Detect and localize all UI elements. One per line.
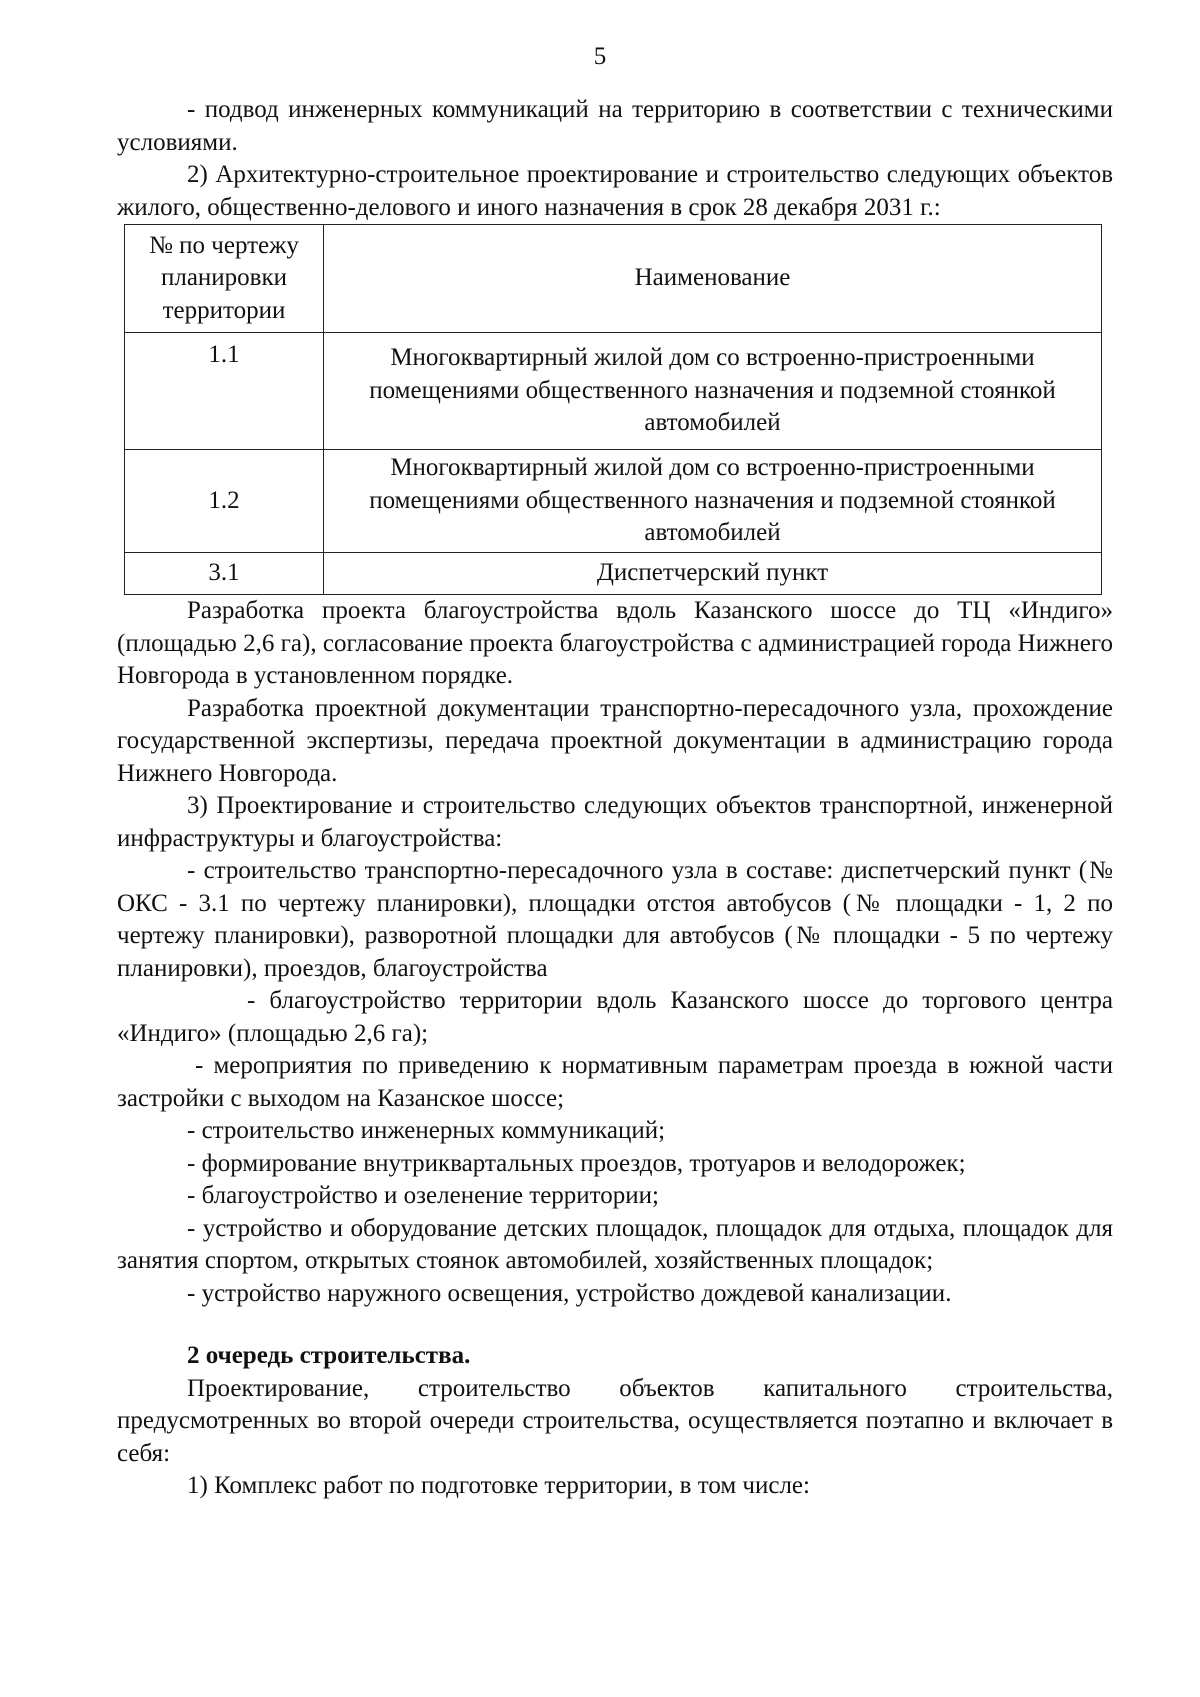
page-number: 5: [593, 43, 607, 70]
list-item: - благоустройство территории вдоль Казанского шоссе до торгового центра «Индиго» (площадью 2,6 га);: [117, 987, 1113, 1047]
table-row: [125, 450, 1102, 553]
document-body: [117, 94, 1113, 1503]
table-row: [125, 333, 1102, 450]
cell-name: Диспетчерский пункт: [324, 553, 1102, 595]
cell-number: 1.1: [125, 333, 324, 450]
section-heading: 2 очередь строительства.: [187, 1342, 471, 1369]
list-item: - формирование внутриквартальных проездов, тротуаров и велодорожек;: [187, 1149, 966, 1177]
cell-number: 1.2: [125, 450, 324, 553]
paragraph-architecture: 2) Архитектурно-строительное проектирование и строительство следующих объектов жилого, общественно-делового и иного назначения в срок 28 декабря 2031 г.:: [117, 161, 1113, 221]
list-item: - строительство транспортно-пересадочного узла в составе: диспетчерский пункт (№ ОКС - 3.1 по чертежу планировки), площадки отстоя автобусов (№ площадки - 1, 2 по чертежу планировки), разворотной площадки для автобусов (№ площадки - 5 по чертежу планировки), проездов, благоустройства: [117, 857, 1113, 982]
paragraph-preparation: 1) Комплекс работ по подготовке территории, в том числе:: [187, 1472, 810, 1499]
cell-number: 3.1: [125, 553, 324, 595]
paragraph-second-stage: Проектирование, строительство объектов капитального строительства, предусмотренных во второй очереди строительства, осуществляется поэтапно и включает в себя:: [117, 1374, 1113, 1467]
header-number: № по чертежу планировки территории: [125, 225, 324, 333]
cell-name: Многоквартирный жилой дом со встроенно-пристроенными помещениями общественного назначения и подземной стоянкой автомобилей: [324, 333, 1102, 450]
table-row: [125, 553, 1102, 595]
paragraph-utilities: - подвод инженерных коммуникаций на территорию в соответствии с техническими условиями.: [117, 96, 1113, 156]
header-name: Наименование: [324, 225, 1102, 333]
paragraph-infrastructure: 3) Проектирование и строительство следующих объектов транспортной, инженерной инфраструктуры и благоустройства:: [117, 792, 1113, 852]
list-item: - устройство наружного освещения, устройство дождевой канализации.: [187, 1279, 952, 1307]
objects-table: [124, 224, 1102, 595]
paragraph-transport-hub-docs: Разработка проектной документации транспортно-пересадочного узла, прохождение государственной экспертизы, передача проектной документации в администрацию города Нижнего Новгорода.: [117, 694, 1113, 787]
list-item: - мероприятия по приведению к нормативным параметрам проезда в южной части застройки с выходом на Казанское шоссе;: [117, 1052, 1113, 1112]
table-header-row: [125, 225, 1102, 333]
list-item: - благоустройство и озеленение территории;: [187, 1182, 659, 1209]
cell-name: Многоквартирный жилой дом со встроенно-пристроенными помещениями общественного назначения и подземной стоянкой автомобилей: [324, 450, 1102, 553]
list-item: - устройство и оборудование детских площадок, площадок для отдыха, площадок для занятия спортом, открытых стоянок автомобилей, хозяйственных площадок;: [117, 1214, 1113, 1274]
spacer: [117, 1310, 1113, 1340]
paragraph-landscaping-project: Разработка проекта благоустройства вдоль Казанского шоссе до ТЦ «Индиго» (площадью 2,6 га), согласование проекта благоустройства с администрацией города Нижнего Новгорода в установленном порядке.: [117, 597, 1113, 689]
list-item: - строительство инженерных коммуникаций;: [187, 1117, 666, 1144]
